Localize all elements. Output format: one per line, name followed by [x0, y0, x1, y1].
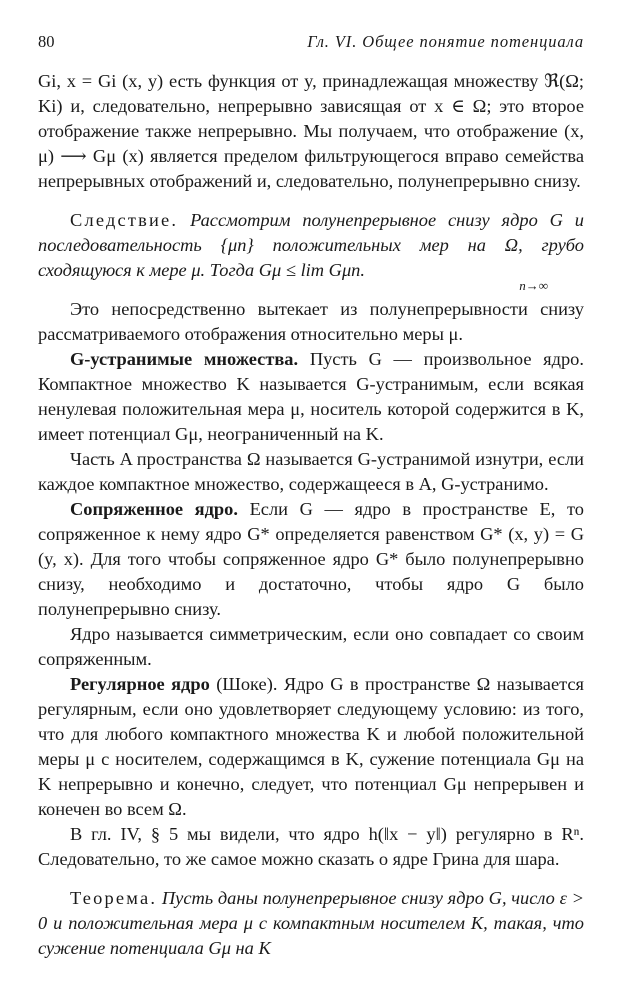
g-removable-paragraph [38, 347, 584, 447]
g-removable-title: G-устранимые множества. [70, 349, 299, 369]
page-header [38, 30, 584, 54]
paragraph-corollary-proof: Это непосредственно вытекает из полунепрерывности снизу рассматриваемого отображения относительно меры μ. [38, 299, 584, 344]
running-title: Гл. VI. Общее понятие потенциала [307, 32, 584, 51]
corollary-text: Рассмотрим полунепрерывное снизу ядро G и последовательность {μn} положительных мер на Ω, грубо сходящуюся к мере μ. Тогда Gμ ≤ lim Gμn. [38, 210, 584, 280]
chapter-ref-paragraph: В гл. IV, § 5 мы видели, что ядро h(‖x − y‖) регулярно в Rⁿ. Следовательно, то же самое можно сказать о ядре Грина для шара. [38, 824, 584, 869]
regular-title: Регулярное ядро [70, 674, 210, 694]
page-number: 80 [38, 32, 55, 51]
page-body [38, 69, 584, 961]
paragraph-continuation: Gi, x = Gi (x, y) есть функция от y, принадлежащая множеству ℜ(Ω; Ki) и, следовательно, непрерывно зависящая от x ∈ Ω; это второе отображение также непрерывно. Мы получаем, что отображение (x, μ) ⟶ Gμ (x) является пределом фильтрующегося вправо семейства непрерывных отображений и, следовательно, полунепрерывно снизу. [38, 71, 584, 191]
theorem-label: Теорема. [70, 888, 158, 908]
part-paragraph: Часть A пространства Ω называется G-устранимой изнутри, если каждое компактное множество, содержащееся в A, G-устранимо. [38, 449, 584, 494]
limit-subscript: n→∞ [519, 278, 548, 293]
conjugate-paragraph [38, 497, 584, 622]
regular-paragraph [38, 672, 584, 822]
corollary-paragraph [38, 208, 584, 283]
regular-text: (Шоке). Ядро G в пространстве Ω называется регулярным, если оно удовлетворяет следующему условию: из того, что для любого компактного множества K и любой положительной меры μ с носителем, содержащимся в K, сужение потенциала Gμ на K непрерывно и конечно, следует, что потенциал Gμ непрерывен и конечен во всем Ω. [38, 674, 584, 819]
symmetric-paragraph: Ядро называется симметрическим, если оно совпадает со своим сопряженным. [38, 624, 584, 669]
theorem-text: Пусть даны полунепрерывное снизу ядро G, число ε > 0 и положительная мера μ с компактным носителем K, такая, что сужение потенциала Gμ на K [38, 888, 584, 958]
g-removable-text: Пусть G — произвольное ядро. Компактное множество K называется G-устранимым, если всякая ненулевая положительная мера μ, носитель которой содержится в K, имеет потенциал Gμ, неограниченный на K. [38, 349, 584, 444]
conjugate-text: Если G — ядро в пространстве E, то сопряженное к нему ядро G* определяется равенством G* (x, y) = G (y, x). Для того чтобы сопряженное ядро G* было полунепрерывно снизу, необходимо и достаточно, чтобы ядро G было полунепрерывно снизу. [38, 499, 584, 619]
conjugate-title: Сопряженное ядро. [70, 499, 238, 519]
corollary-label: Следствие. [70, 210, 179, 230]
theorem-paragraph [38, 886, 584, 961]
